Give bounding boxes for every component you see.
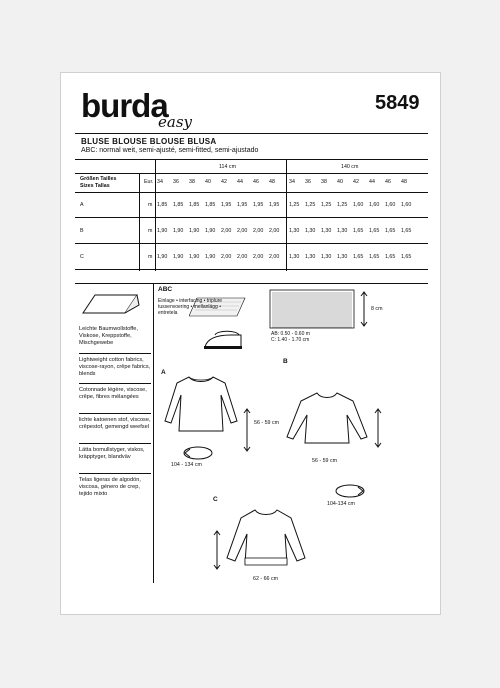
table-cell: 1,30 bbox=[289, 254, 300, 260]
table-cell: 1,95 bbox=[253, 202, 264, 208]
table-cell: 2,00 bbox=[237, 254, 248, 260]
size-header: 48 bbox=[269, 179, 275, 185]
width-140: 140 cm bbox=[341, 164, 359, 170]
interfacing-line-1: Einlage • interfacing • triplure bbox=[158, 298, 223, 304]
table-cell: 1,90 bbox=[157, 228, 168, 234]
rib-length: 8 cm bbox=[371, 306, 383, 312]
table-cell: 2,00 bbox=[253, 228, 264, 234]
pattern-envelope-card bbox=[60, 72, 441, 615]
table-row bbox=[75, 244, 428, 270]
iron-icon bbox=[201, 329, 245, 351]
table-cell: 1,90 bbox=[157, 254, 168, 260]
table-cell: 2,00 bbox=[237, 228, 248, 234]
table-cell: 1,65 bbox=[385, 228, 396, 234]
row-label: C bbox=[80, 254, 84, 260]
table-cell: 1,25 bbox=[289, 202, 300, 208]
brand-logo: burda bbox=[81, 87, 168, 124]
table-cell: 1,30 bbox=[321, 228, 332, 234]
brand-sub-logo: easy bbox=[158, 113, 192, 131]
table-cell: 1,30 bbox=[337, 228, 348, 234]
table-cell: 2,00 bbox=[253, 254, 264, 260]
view-b-label: B bbox=[283, 358, 288, 365]
table-cell: 1,90 bbox=[173, 228, 184, 234]
view-c-label: C bbox=[213, 496, 218, 503]
notions-view-label: ABC bbox=[158, 286, 173, 293]
rib-arrow-icon bbox=[360, 291, 368, 327]
view-a-length: 56 - 59 cm bbox=[254, 420, 280, 426]
fabric-item: Leichte Baumwollstoffe, Viskose, Kreppstoffe, Mischgewebe bbox=[79, 326, 138, 346]
fabric-item: Cotonnade légère, viscose, crêpe, fibres mélangées bbox=[79, 383, 151, 413]
table-cell: 1,85 bbox=[173, 202, 184, 208]
table-cell: 1,90 bbox=[205, 254, 216, 260]
view-c-length-arrow-icon bbox=[213, 530, 221, 570]
table-cell: 2,00 bbox=[269, 228, 280, 234]
table-cell: 1,90 bbox=[205, 228, 216, 234]
table-cell: 1,95 bbox=[221, 202, 232, 208]
view-b-length-arrow-icon bbox=[374, 408, 382, 448]
size-header: 44 bbox=[237, 179, 243, 185]
column-divider bbox=[153, 283, 154, 583]
table-cell: 1,65 bbox=[353, 228, 364, 234]
view-c-sweatshirt-drawing bbox=[221, 506, 311, 570]
interfacing-line-2: tussenvoering • mellanlägg • bbox=[158, 304, 221, 310]
fabric-item: Lätta bomullstyger, viskos, kräpptyger, blandväv bbox=[79, 443, 151, 473]
view-a-blouse-drawing bbox=[161, 373, 241, 435]
fabric-list bbox=[79, 323, 151, 503]
size-header: 36 bbox=[173, 179, 179, 185]
size-header: 40 bbox=[337, 179, 343, 185]
size-header: 34 bbox=[289, 179, 295, 185]
size-header: 48 bbox=[401, 179, 407, 185]
row-label: A bbox=[80, 202, 84, 208]
table-cell: 1,60 bbox=[353, 202, 364, 208]
view-a-label: A bbox=[161, 369, 166, 376]
table-cell: 1,85 bbox=[189, 202, 200, 208]
rib-ab: AB: 0.50 - 0.60 m bbox=[271, 331, 310, 337]
view-a-width-loop-icon bbox=[182, 445, 214, 461]
table-cell: 1,25 bbox=[321, 202, 332, 208]
header-rule bbox=[75, 133, 428, 134]
table-cell: 1,60 bbox=[369, 202, 380, 208]
view-a-width: 104 - 134 cm bbox=[171, 462, 202, 468]
table-cell: 1,65 bbox=[401, 228, 412, 234]
width-114: 114 cm bbox=[219, 164, 236, 170]
size-header: 44 bbox=[369, 179, 375, 185]
table-cell: 1,30 bbox=[337, 254, 348, 260]
table-cell: 2,00 bbox=[221, 254, 232, 260]
size-label-1: Größen Tailles bbox=[80, 176, 117, 182]
table-cell: 1,65 bbox=[353, 254, 364, 260]
table-cell: 1,90 bbox=[173, 254, 184, 260]
table-cell: 1,60 bbox=[401, 202, 412, 208]
size-label-2: Sizes Tallas bbox=[80, 183, 110, 189]
table-cell: 1,90 bbox=[189, 228, 200, 234]
table-row bbox=[75, 218, 428, 244]
row-unit: m bbox=[148, 228, 153, 234]
eur-label: Eur. bbox=[144, 179, 154, 185]
table-cell: 1,65 bbox=[369, 254, 380, 260]
size-header: 36 bbox=[305, 179, 311, 185]
table-cell: 1,65 bbox=[401, 254, 412, 260]
interfacing-text bbox=[158, 298, 268, 316]
table-cell: 1,30 bbox=[289, 228, 300, 234]
fabric-swatch-icon bbox=[81, 289, 143, 317]
rib-c: C: 1.40 - 1.70 cm bbox=[271, 337, 310, 343]
fabric-item: lichte katoenen stof, viscose, crêpestof, gemengd weefsel bbox=[79, 413, 151, 443]
section-rule bbox=[75, 283, 428, 284]
size-header: 40 bbox=[205, 179, 211, 185]
view-a-length-arrow-icon bbox=[243, 408, 251, 452]
size-header: 42 bbox=[353, 179, 359, 185]
table-cell: 1,25 bbox=[305, 202, 316, 208]
fabric-item: Telas ligeras de algodón, viscosa, género de crep, tejido mixto bbox=[79, 473, 151, 503]
view-b-width: 104-134 cm bbox=[327, 501, 355, 507]
table-cell: 1,30 bbox=[305, 254, 316, 260]
table-cell: 1,60 bbox=[385, 202, 396, 208]
pattern-number: 5849 bbox=[375, 92, 420, 114]
table-row bbox=[75, 192, 428, 218]
interfacing-line-3: entretela bbox=[158, 310, 178, 316]
fabric-item: Lightweight cotton fabrics, viscose-rayon, crêpe fabrics, blends bbox=[79, 353, 151, 383]
table-cell: 1,65 bbox=[369, 228, 380, 234]
table-cell: 2,00 bbox=[221, 228, 232, 234]
view-b-width-loop-icon bbox=[334, 483, 366, 499]
size-header: 34 bbox=[157, 179, 163, 185]
table-cell: 1,30 bbox=[305, 228, 316, 234]
table-cell: 1,90 bbox=[189, 254, 200, 260]
table-cell: 1,95 bbox=[237, 202, 248, 208]
table-cell: 1,25 bbox=[337, 202, 348, 208]
size-header: 38 bbox=[189, 179, 195, 185]
row-unit: m bbox=[148, 202, 153, 208]
table-cell: 1,85 bbox=[205, 202, 216, 208]
size-header: 38 bbox=[321, 179, 327, 185]
view-c-length: 62 - 66 cm bbox=[253, 576, 279, 582]
rib-knit-swatch-icon bbox=[269, 289, 355, 329]
table-cell: 1,65 bbox=[385, 254, 396, 260]
view-b-blouse-drawing bbox=[283, 389, 371, 447]
row-label: B bbox=[80, 228, 84, 234]
row-unit: m bbox=[148, 254, 153, 260]
size-header: 46 bbox=[385, 179, 391, 185]
size-header: 46 bbox=[253, 179, 259, 185]
table-cell: 1,30 bbox=[321, 254, 332, 260]
table-cell: 1,85 bbox=[157, 202, 168, 208]
garment-title: BLUSE BLOUSE BLOUSE BLUSA bbox=[81, 137, 217, 146]
table-cell: 2,00 bbox=[269, 254, 280, 260]
size-header: 42 bbox=[221, 179, 227, 185]
yardage-table bbox=[75, 159, 428, 271]
table-cell: 1,95 bbox=[269, 202, 280, 208]
view-b-length: 56 - 59 cm bbox=[312, 458, 338, 464]
fit-description: ABC: normal weit, semi-ajusté, semi-fitted, semi-ajustado bbox=[81, 147, 259, 154]
